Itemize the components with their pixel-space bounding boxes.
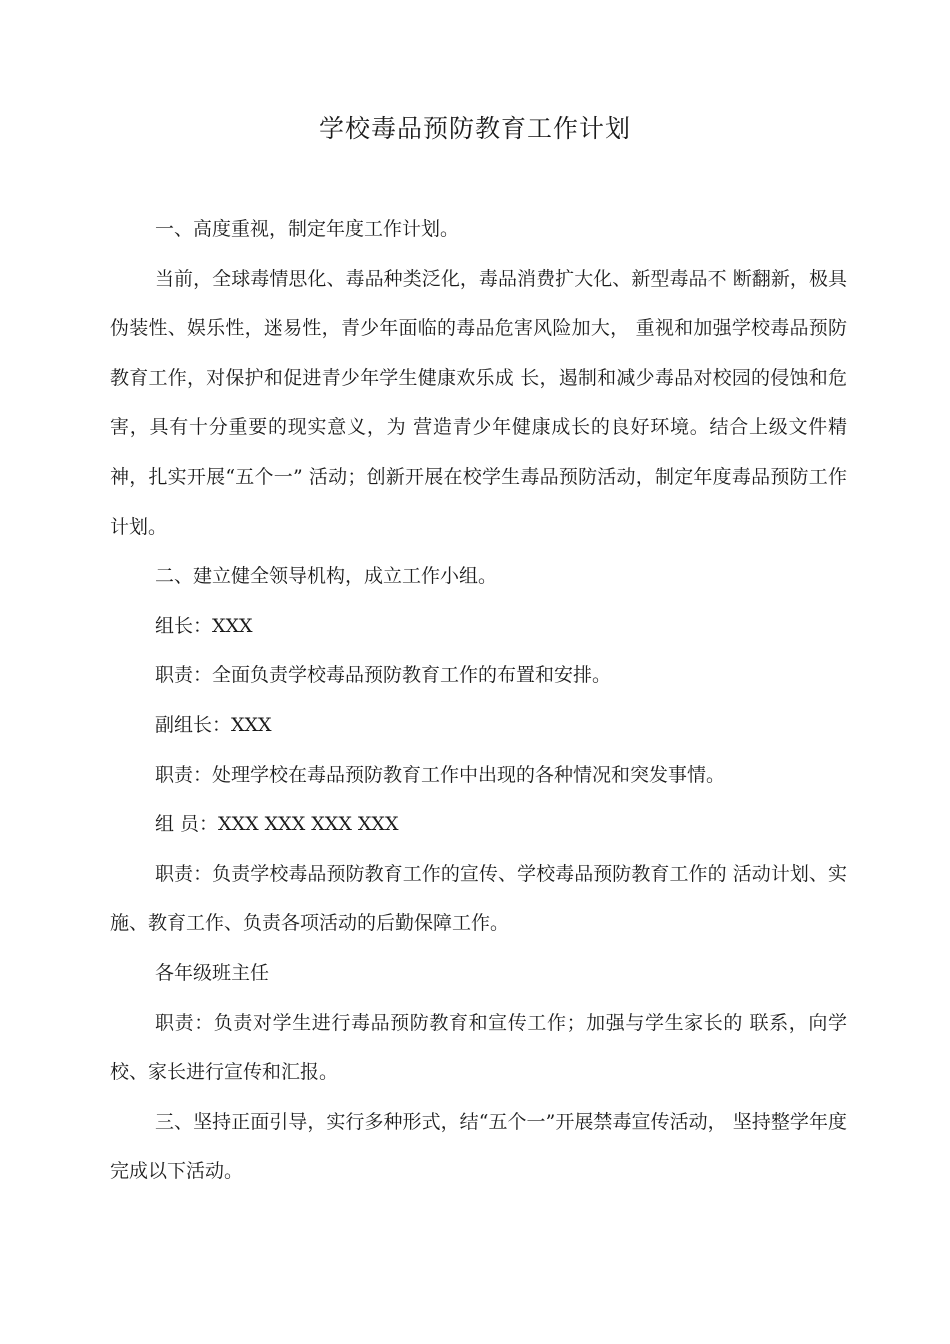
section-heading-1: 一、高度重视，制定年度工作计划。 [155,218,460,240]
document-title: 学校毒品预防教育工作计划 [318,114,631,143]
group-leader-duty: 职责：全面负责学校毒品预防教育工作的布置和安排。 [155,664,612,687]
paragraph-background: 当前，全球毒情思化、毒品种类泛化，毒品消费扩大化、新型毒品不 断翻新，极具伪装性、娱乐性，迷易性，青少年面临的毒品危害风险加大， 重视和加强学校毒品预防教育工作，对保护和促进青少年学生健康欢乐成 长，遏制和减少毒品对校园的侵蚀和危害，具有十分重要的现实意义，为 营造青少年健康成长的良好环境。结合上级文件精神，扎实开展“五个一” 活动；创新开展在校学生毒品预防活动，制定年度毒品预防工作计划。 [110,267,847,538]
class-teachers-line: 各年级班主任 [155,961,270,984]
group-members-duty: 职责：负责学校毒品预防教育工作的宣传、学校毒品预防教育工作的 活动计划、实施、教育工作、负责各项活动的后勤保障工作。 [110,862,847,935]
section-heading-3: 三、坚持正面引导，实行多种形式，结“五个一”开展禁毒宣传活动， 坚持整学年度完成以下活动。 [110,1110,847,1183]
deputy-leader-duty: 职责：处理学校在毒品预防教育工作中出现的各种情况和突发事情。 [155,763,726,786]
group-members-line: 组 员：XXX XXX XXX XXX [155,813,399,836]
deputy-leader-line: 副组长：XXX [155,713,272,736]
group-leader-line: 组长：XXX [155,614,253,637]
class-teachers-duty: 职责：负责对学生进行毒品预防教育和宣传工作；加强与学生家长的 联系，向学校、家长进行宣传和汇报。 [110,1011,847,1084]
document-body [110,205,847,1197]
section-heading-2: 二、建立健全领导机构，成立工作小组。 [155,565,498,588]
